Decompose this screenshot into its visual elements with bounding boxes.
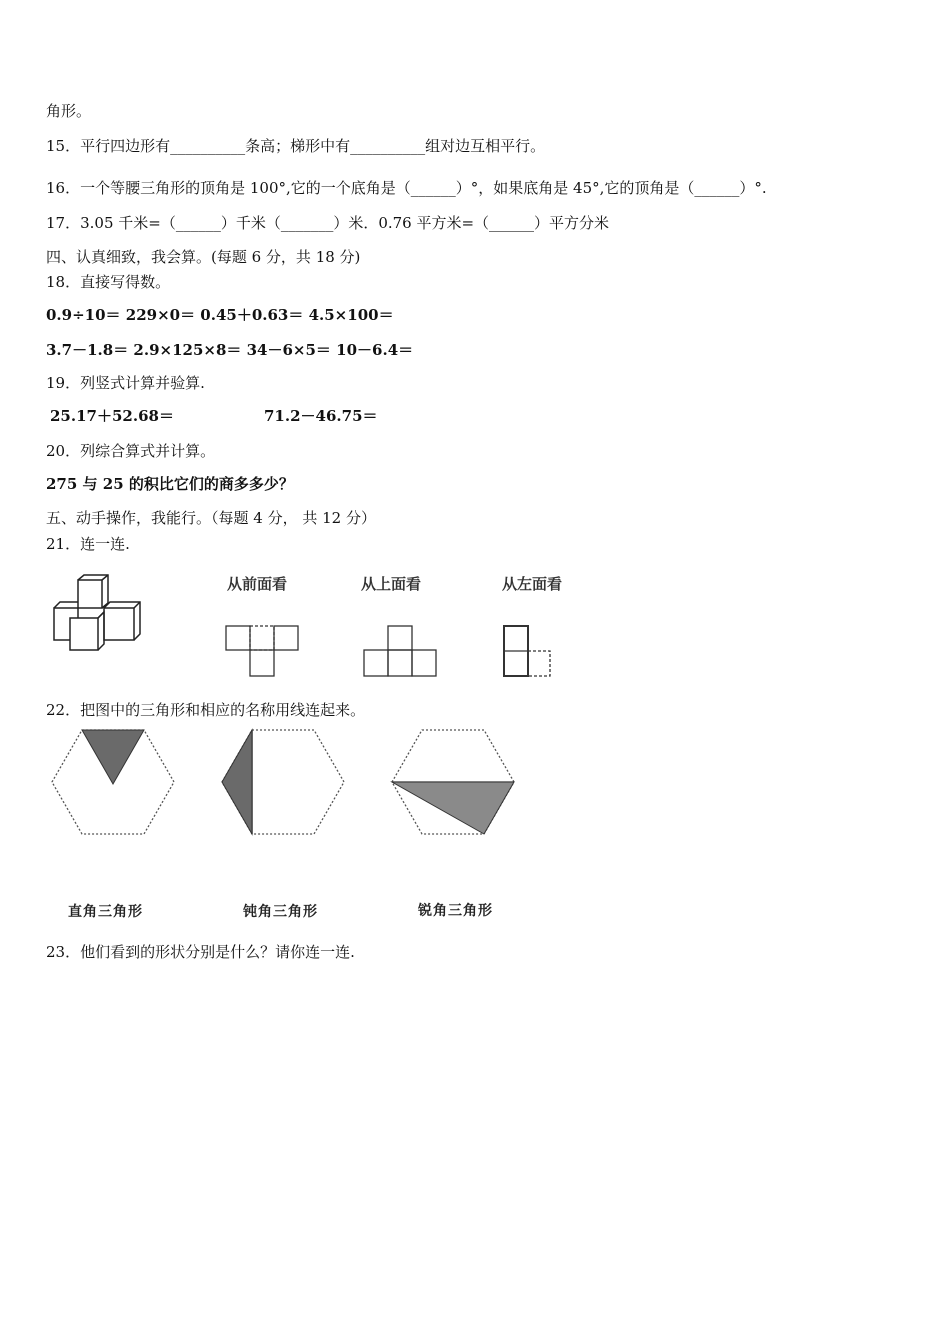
question-18: 18．直接写得数。	[46, 273, 171, 291]
cube-stack-figure	[48, 572, 148, 654]
view-shape-inverted-t	[362, 624, 442, 680]
label-obtuse-triangle: 钝角三角形	[243, 904, 318, 920]
question-16: 16．一个等腰三角形的顶角是 100°,它的一个底角是（______）°，如果底角是 45°,它的顶角是（______）°.	[46, 179, 767, 197]
calc-row-2: 3.7－1.8＝ 2.9×125×8＝ 34－6×5＝ 10－6.4＝	[46, 341, 414, 359]
question-20: 20．列综合算式并计算。	[46, 442, 216, 460]
label-acute-triangle: 锐角三角形	[418, 903, 493, 919]
question-15: 15．平行四边形有__________条高；梯形中有__________组对边互相平行。	[46, 137, 546, 155]
view-shape-t	[224, 624, 304, 680]
calc-19b: 71.2－46.75＝	[264, 407, 378, 425]
calc-19a: 25.17＋52.68＝	[50, 407, 174, 425]
section-5-heading: 五、动手操作，我能行。（每题 4 分， 共 12 分）	[46, 509, 376, 527]
question-21: 21．连一连.	[46, 535, 130, 553]
label-right-triangle: 直角三角形	[68, 904, 143, 920]
hexagon-right-triangle	[50, 728, 176, 838]
hexagon-obtuse-triangle	[220, 728, 346, 838]
question-22: 22．把图中的三角形和相应的名称用线连起来。	[46, 701, 366, 719]
view-shape-column	[502, 624, 558, 680]
continuation-text: 角形。	[46, 102, 92, 120]
calc-row-1: 0.9÷10＝ 229×0＝ 0.45＋0.63＝ 4.5×100＝	[46, 306, 394, 324]
question-20-text: 275 与 25 的积比它们的商多多少？	[46, 475, 294, 493]
view-label-front: 从前面看	[227, 575, 288, 593]
question-23: 23．他们看到的形状分别是什么？请你连一连.	[46, 943, 355, 961]
question-19: 19．列竖式计算并验算.	[46, 374, 205, 392]
view-label-top: 从上面看	[361, 575, 422, 593]
question-17: 17．3.05 千米=（______）千米（_______）米．0.76 平方米=（______）平方分米	[46, 214, 610, 232]
section-4-heading: 四、认真细致，我会算。(每题 6 分，共 18 分)	[46, 248, 361, 266]
hexagon-acute-triangle	[390, 728, 516, 838]
view-label-left: 从左面看	[502, 575, 563, 593]
